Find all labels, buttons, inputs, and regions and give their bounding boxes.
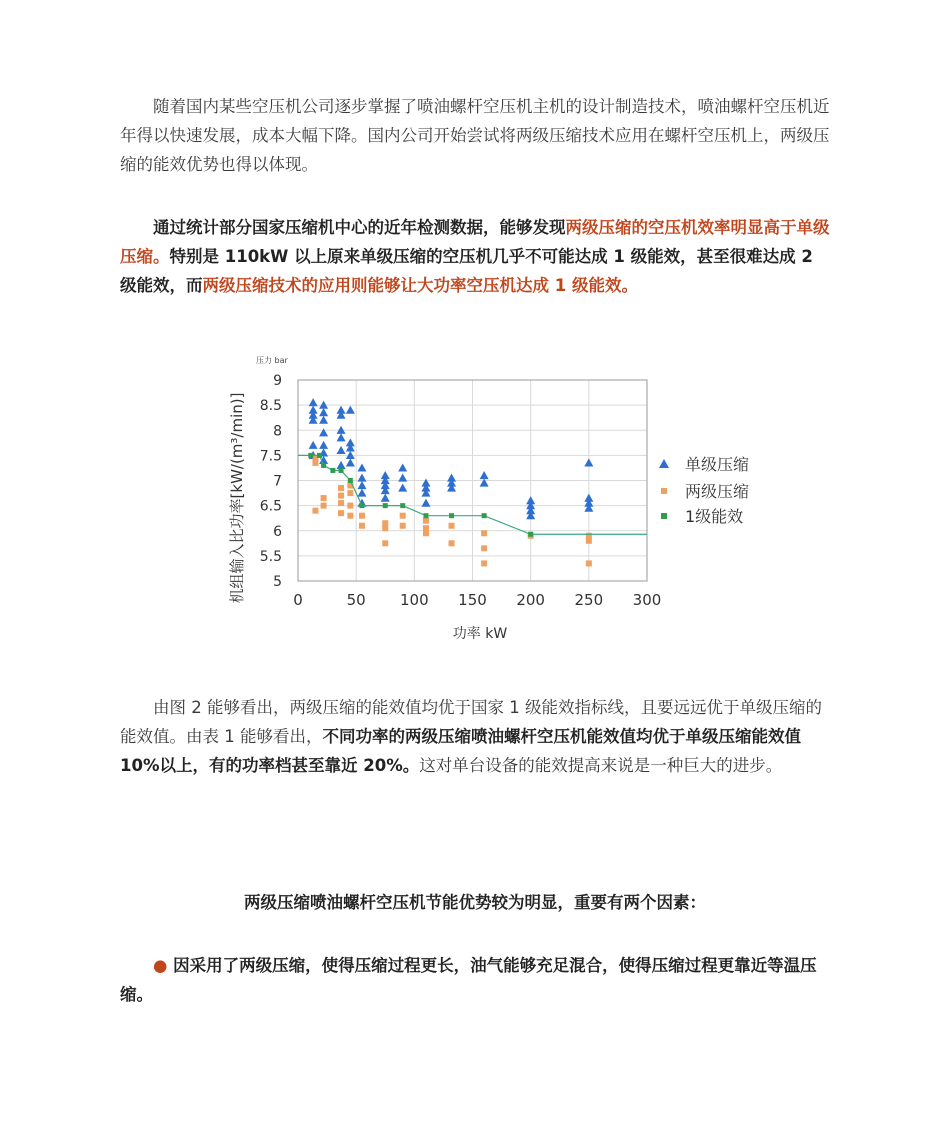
- level1-point: [400, 503, 405, 508]
- two-stage-point: [321, 503, 327, 509]
- two-stage-point: [347, 503, 353, 509]
- two-stage-point: [400, 513, 406, 519]
- level1-point: [339, 468, 344, 473]
- level1-point: [348, 478, 353, 483]
- two-stage-point: [359, 513, 365, 519]
- y-tick-label: 9: [273, 373, 282, 389]
- level1-point: [308, 453, 313, 458]
- efficiency-chart: [222, 348, 778, 660]
- two-stage-point: [382, 525, 388, 531]
- two-stage-point: [423, 518, 429, 524]
- level1-point: [321, 463, 326, 468]
- x-tick-label: 50: [346, 591, 366, 609]
- two-stage-point: [312, 460, 318, 466]
- two-stage-point: [338, 500, 344, 506]
- two-stage-point: [481, 560, 487, 566]
- y-axis-unit-label: 压力 bar: [256, 356, 288, 365]
- legend-label: 两级压缩: [685, 482, 750, 501]
- legend-label: 单级压缩: [685, 455, 750, 474]
- bullet-item-1: [120, 951, 830, 1009]
- two-stage-point: [321, 495, 327, 501]
- level1-point: [383, 503, 388, 508]
- legend-marker-level1: [661, 513, 667, 519]
- findings-highlight-1: 两级压缩的空压机效率明显高于单级压缩。: [120, 218, 830, 266]
- two-stage-point: [338, 485, 344, 491]
- y-tick-label: 6.5: [259, 498, 282, 515]
- two-stage-point: [347, 490, 353, 496]
- x-tick-label: 250: [574, 591, 604, 609]
- analysis-text-b: 这对单台设备的能效提高来说是一种巨大的进步。: [419, 756, 783, 775]
- y-tick-label: 8.5: [259, 398, 282, 415]
- y-axis-label: 机组输入比功率[kW/(m³/min)]: [228, 392, 246, 604]
- two-stage-point: [338, 493, 344, 499]
- level1-point: [482, 513, 487, 518]
- x-tick-label: 200: [516, 591, 545, 609]
- y-tick-label: 6: [273, 523, 282, 540]
- two-stage-point: [312, 508, 318, 514]
- y-tick-label: 8: [273, 423, 282, 440]
- findings-text-b: 特别是 110kW 以上原来单级压缩的空压机几乎不可能达成 1 级能效，甚至很难达成 2 级能效，而: [120, 247, 813, 295]
- paragraph-analysis: [120, 693, 830, 780]
- bullet-text: 因采用了两级压缩，使得压缩过程更长，油气能够充足混合，使得压缩过程更靠近等温压缩。: [120, 956, 817, 1004]
- two-stage-point: [481, 530, 487, 536]
- two-stage-point: [423, 530, 429, 536]
- y-tick-label: 7: [273, 473, 282, 490]
- legend-label: 1级能效: [685, 507, 744, 526]
- y-tick-label: 7.5: [259, 448, 282, 465]
- legend-marker-two: [661, 488, 667, 494]
- two-stage-point: [449, 523, 455, 529]
- x-tick-label: 300: [632, 591, 662, 609]
- findings-highlight-2: 两级压缩技术的应用则能够让大功率空压机达成 1 级能效。: [202, 276, 638, 295]
- x-axis-label: 功率 kW: [452, 626, 508, 642]
- two-stage-point: [449, 540, 455, 546]
- two-stage-point: [586, 560, 592, 566]
- two-stage-point: [382, 540, 388, 546]
- two-stage-point: [347, 513, 353, 519]
- paragraph-intro: 随着国内某些空压机公司逐步掌握了喷油螺杆空压机主机的设计制造技术，喷油螺杆空压机近年得以快速发展，成本大幅下降。国内公司开始尝试将两级压缩技术应用在螺杆空压机上，两级压缩的能效优势也得以体现。: [120, 97, 830, 174]
- analysis-bold: 不同功率的两级压缩喷油螺杆空压机能效值均优于单级压缩能效值 10%以上，有的功率档甚至靠近 20%。: [120, 727, 801, 775]
- paragraph-findings: [120, 213, 830, 300]
- two-stage-point: [338, 510, 344, 516]
- x-tick-label: 150: [458, 591, 487, 609]
- level1-point: [359, 503, 364, 508]
- y-tick-label: 5.5: [259, 548, 282, 565]
- level1-point: [528, 532, 533, 537]
- level1-point: [317, 453, 322, 458]
- findings-text-a: 通过统计部分国家压缩机中心的近年检测数据，能够发现: [153, 218, 566, 237]
- x-tick-label: 100: [400, 591, 429, 609]
- level1-point: [330, 468, 335, 473]
- x-tick-label: 0: [293, 591, 303, 609]
- chart-svg: [222, 348, 778, 660]
- y-tick-label: 5: [273, 574, 282, 590]
- level1-point: [449, 513, 454, 518]
- bullet-dot-icon: ●: [153, 956, 168, 975]
- two-stage-point: [586, 538, 592, 544]
- level1-point: [423, 513, 428, 518]
- section-heading: 两级压缩喷油螺杆空压机节能优势较为明显，重要有两个因素：: [244, 893, 706, 912]
- two-stage-point: [400, 523, 406, 529]
- two-stage-point: [359, 523, 365, 529]
- analysis-text-a: 由图 2 能够看出，两级压缩的能效值均优于国家 1 级能效指标线，且要远远优于单级压缩的能效值。由表 1 能够看出，: [120, 698, 822, 746]
- two-stage-point: [481, 545, 487, 551]
